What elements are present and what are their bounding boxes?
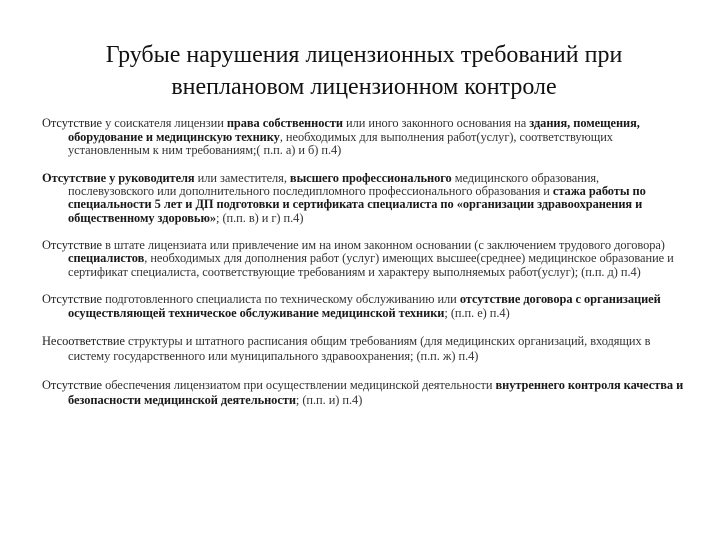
item-text: обеспечения лицензиатом при осуществлении медицинской деятельности xyxy=(102,378,496,393)
violation-item xyxy=(42,239,686,279)
item-lead-word: Отсутствие xyxy=(42,378,103,393)
item-lead-word: Несоответствие xyxy=(42,334,125,349)
violation-item xyxy=(42,293,686,320)
item-lead-word: Отсутствие xyxy=(42,238,103,253)
emphasis-text: отсутствие договора с организацией осуществляющей техническое обслуживание медицинской техники xyxy=(68,292,661,320)
emphasis-text: высшего профессионального xyxy=(289,170,452,185)
item-text: , необходимых для дополнения работ (услуг) имеющих высшее(среднее) медицинское образование и сертификат специалиста, соответствующие требованиям и характеру выполняемых работ(услуг); (п.п. д) п.4) xyxy=(68,251,674,279)
item-text: ; (п.п. в) и г) п.4) xyxy=(216,210,304,225)
item-lead-word: Отсутствие xyxy=(42,116,103,131)
item-text: медицинского образования, послевузовского или дополнительного последипломного профессионального образования и xyxy=(68,170,600,198)
item-text: в штате лицензиата или привлечение им на ином законном основании (с заключением трудового договора) xyxy=(102,238,665,253)
item-text: ; (п.п. и) п.4) xyxy=(295,393,363,408)
violation-item xyxy=(42,172,686,226)
emphasis-text: права собственности xyxy=(226,116,343,131)
violation-item xyxy=(42,378,686,408)
item-text: или заместителя, xyxy=(194,170,290,185)
slide-title: Грубые нарушения лицензионных требований при внеплановом лицензионном контроле xyxy=(105,42,623,100)
emphasis-text: внутреннего контроля качества и безопасности медицинской деятельности xyxy=(68,378,684,408)
item-text: у соискателя лицензии xyxy=(102,116,227,131)
item-text: или иного законного основания на xyxy=(342,116,530,131)
emphasis-text: стажа работы по специальности 5 лет и ДП подготовки и сертификата специалиста по «организации здравоохранения и общественному здоровью» xyxy=(68,183,646,225)
emphasis-text: здания, помещения, оборудование и медицинскую технику xyxy=(68,116,640,144)
emphasis-text: Отсутствие у руководителя xyxy=(42,170,195,185)
item-text: ; (п.п. е) п.4) xyxy=(444,305,510,320)
item-text: , необходимых для выполнения работ(услуг), соответствующих установленным к ним требованиям;( п.п. а) и б) п.4) xyxy=(68,129,613,158)
emphasis-text: специалистов xyxy=(68,251,145,266)
violation-item xyxy=(42,117,686,157)
violation-item xyxy=(42,334,686,364)
item-text: подготовленного специалиста по техническому обслуживанию или xyxy=(102,292,460,307)
item-lead-word: Отсутствие xyxy=(42,292,103,307)
item-text: структуры и штатного расписания общим требованиям (для медицинских организаций, входящих в систему государственного или муниципального здравоохранения; (п.п. ж) п.4) xyxy=(68,334,651,364)
violations-list xyxy=(42,117,686,408)
